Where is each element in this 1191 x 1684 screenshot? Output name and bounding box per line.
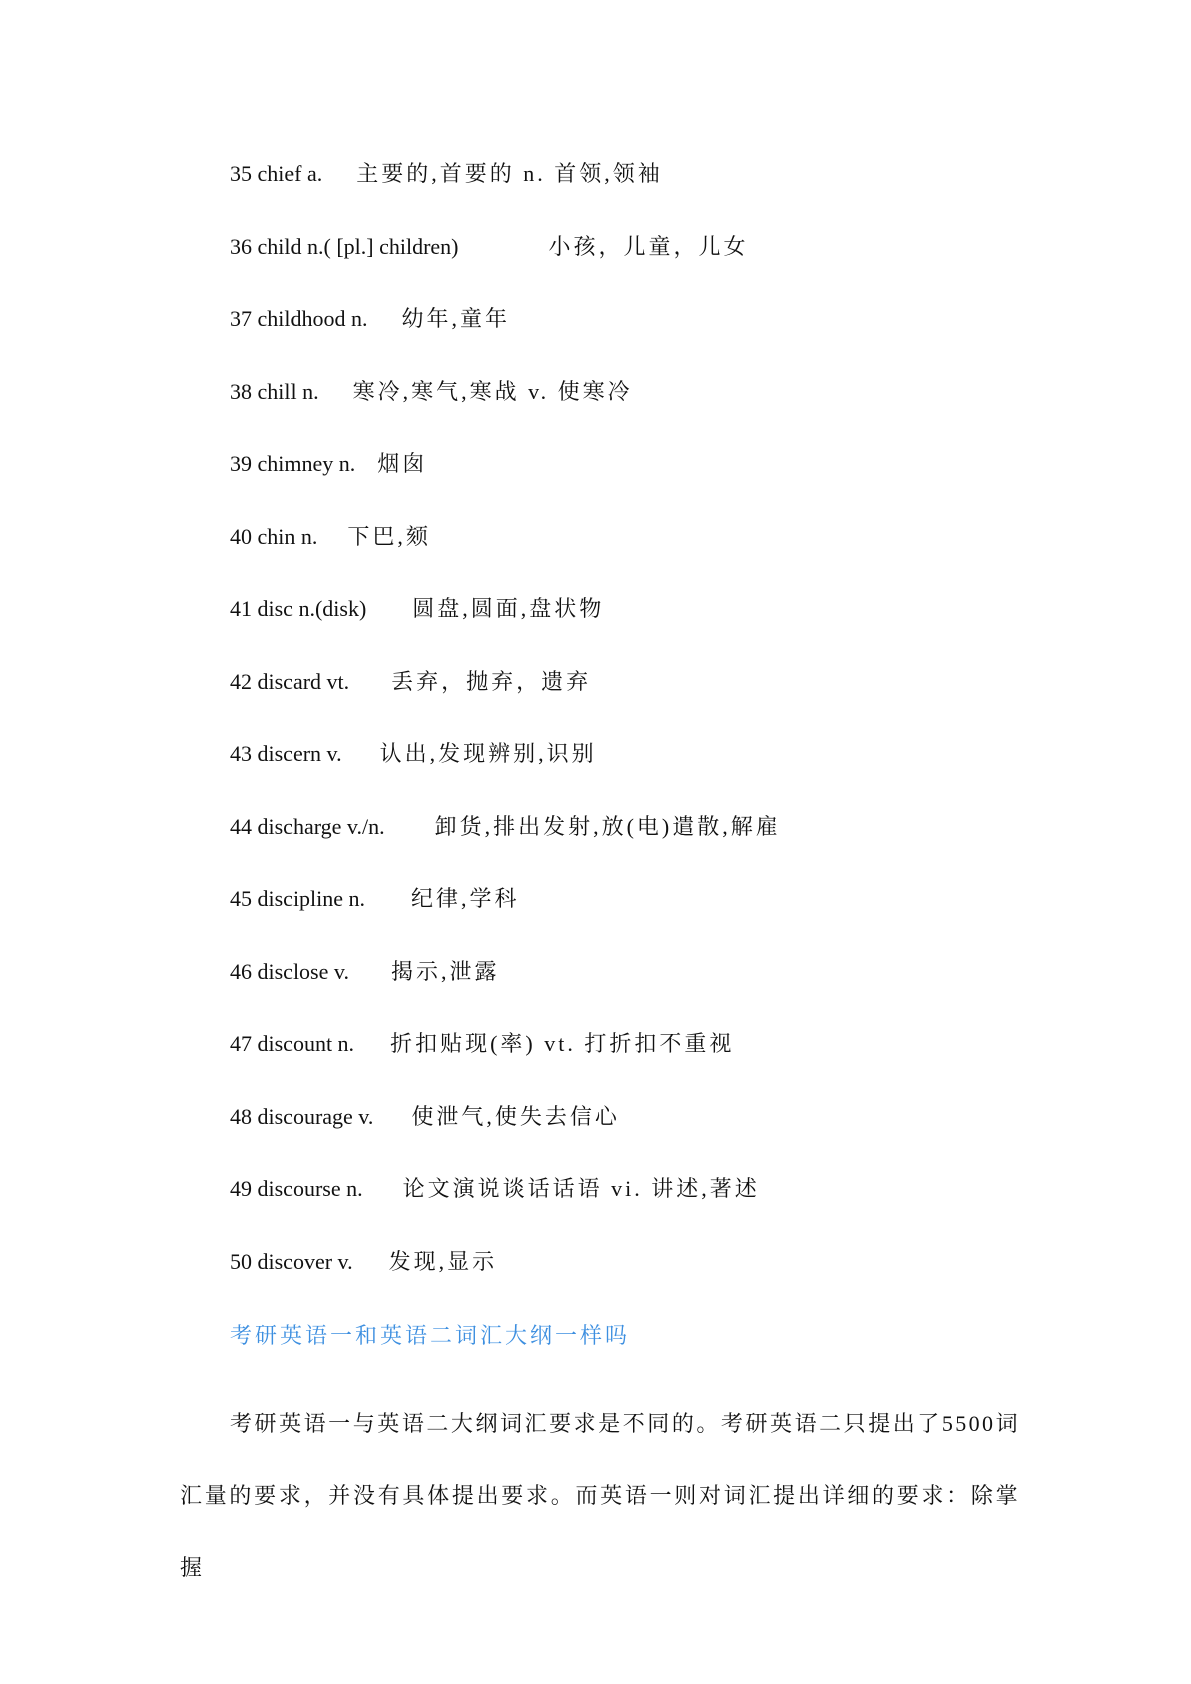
entry-word: 41 disc n.(disk)	[230, 596, 367, 621]
entry-word: 50 discover v.	[230, 1248, 353, 1274]
entry-word: 35 chief a.	[230, 161, 323, 186]
entry-meaning: 论文演说谈话话语 vi. 讲述,著述	[402, 1176, 760, 1201]
entry-word: 37 childhood n.	[230, 306, 368, 331]
vocabulary-entry	[230, 372, 1130, 445]
vocabulary-list	[230, 154, 1130, 1314]
entry-word: 36 child n.( [pl.] children)	[230, 233, 459, 259]
vocabulary-entry	[230, 662, 1130, 735]
entry-word: 44 discharge v./n.	[230, 813, 385, 839]
vocabulary-entry	[230, 807, 1130, 880]
vocabulary-entry	[230, 589, 1130, 662]
vocabulary-entry	[230, 444, 1130, 517]
entry-word: 47 discount n.	[230, 1031, 355, 1056]
entry-meaning: 主要的,首要的 n. 首领,领袖	[356, 161, 663, 186]
entry-meaning: 烟囱	[377, 451, 428, 476]
entry-meaning: 圆盘,圆面,盘状物	[412, 596, 605, 621]
entry-word: 43 discern v.	[230, 741, 342, 766]
entry-meaning: 使泄气,使失去信心	[411, 1103, 620, 1129]
entry-word: 49 discourse n.	[230, 1176, 363, 1201]
entry-word: 39 chimney n.	[230, 451, 356, 476]
vocabulary-entry	[230, 517, 1130, 590]
vocabulary-entry	[230, 1024, 1130, 1097]
entry-meaning: 卸货,排出发射,放(电)遣散,解雇	[434, 813, 781, 839]
entry-meaning: 小孩，儿童，儿女	[548, 233, 749, 259]
entry-meaning: 发现,显示	[388, 1248, 498, 1274]
entry-meaning: 丢弃，抛弃，遗弃	[391, 668, 592, 694]
entry-word: 40 chin n.	[230, 523, 318, 549]
entry-word: 38 chill n.	[230, 378, 319, 404]
vocabulary-entry	[230, 227, 1130, 300]
section-heading-link[interactable]: 考研英语一和英语二词汇大纲一样吗	[230, 1323, 631, 1348]
entry-meaning: 折扣贴现(率) vt. 打折扣不重视	[390, 1031, 735, 1056]
vocabulary-entry	[230, 1242, 1130, 1315]
vocabulary-entry	[230, 952, 1130, 1025]
entry-word: 45 discipline n.	[230, 886, 366, 911]
entry-meaning: 幼年,童年	[401, 306, 511, 331]
vocabulary-entry	[230, 299, 1130, 372]
entry-word: 42 discard vt.	[230, 668, 350, 694]
entry-meaning: 认出,发现辨别,识别	[379, 741, 597, 766]
entry-meaning: 揭示,泄露	[390, 958, 500, 984]
entry-word: 46 disclose v.	[230, 958, 349, 984]
entry-meaning: 纪律,学科	[411, 886, 520, 911]
entry-meaning: 寒冷,寒气,寒战 v. 使寒冷	[352, 378, 633, 404]
entry-word: 48 discourage v.	[230, 1103, 374, 1129]
vocabulary-entry	[230, 154, 1130, 227]
vocabulary-entry	[230, 1169, 1130, 1242]
body-paragraph: 考研英语一与英语二大纲词汇要求是不同的。考研英语二只提出了5500词汇量的要求，并没有具体提出要求。而英语一则对词汇提出详细的要求：除掌握	[180, 1411, 1020, 1580]
vocabulary-entry	[230, 1097, 1130, 1170]
vocabulary-entry	[230, 879, 1130, 952]
vocabulary-entry	[230, 734, 1130, 807]
entry-meaning: 下巴,颏	[347, 523, 431, 549]
